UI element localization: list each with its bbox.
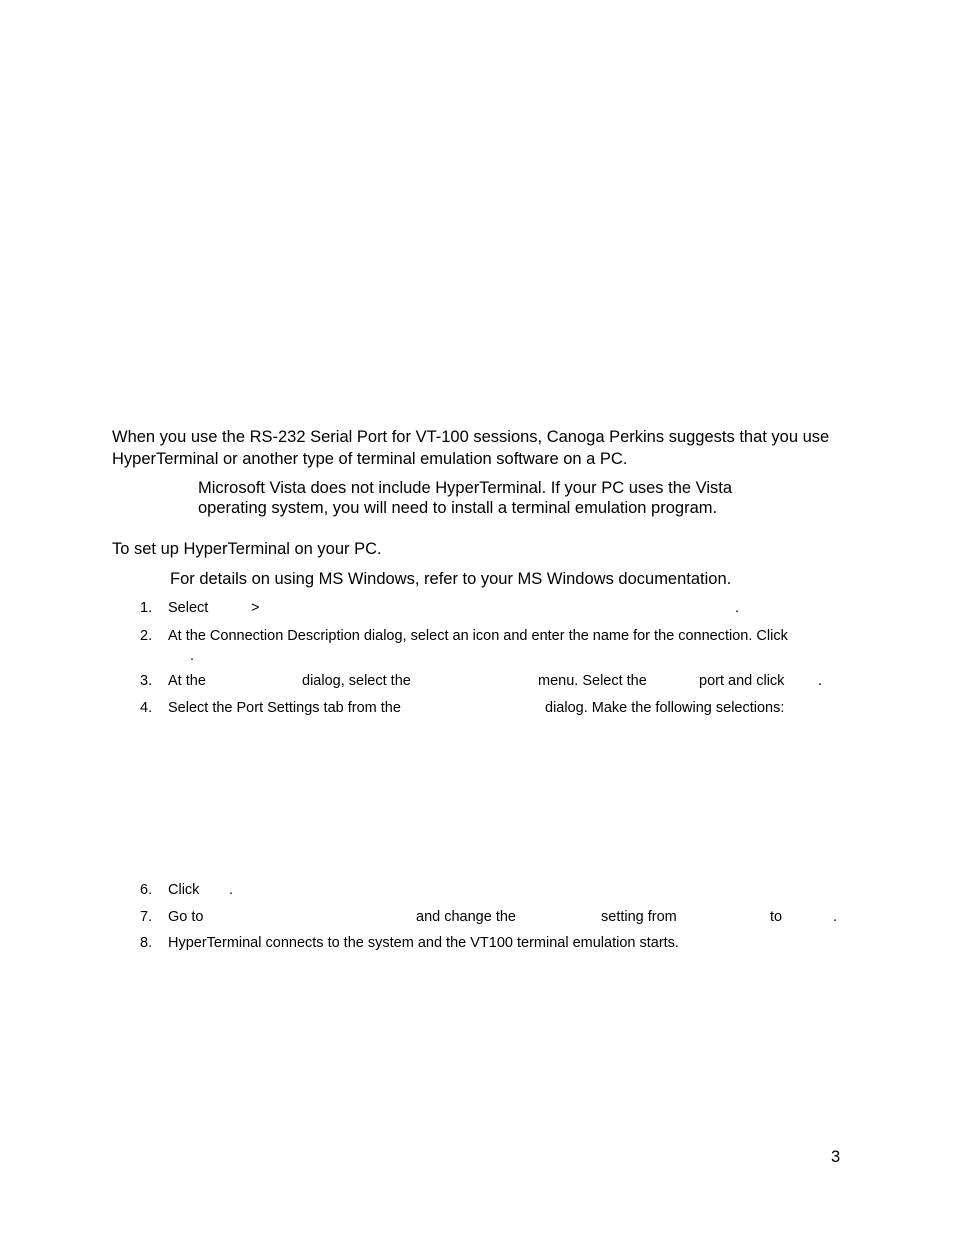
step-number: 6. <box>140 882 153 898</box>
step-text: Click <box>168 882 200 898</box>
step-text: Go to <box>168 909 204 925</box>
step-number: 2. <box>140 628 153 644</box>
step-text: Select <box>168 600 209 616</box>
step-text: HyperTerminal connects to the system and the VT100 terminal emulation starts. <box>168 935 679 951</box>
intro-paragraph: When you use the RS-232 Serial Port for VT-100 sessions, Canoga Perkins suggests that you use HyperTerminal or another type of terminal emulation software on a PC. <box>112 428 830 468</box>
setup-heading: To set up HyperTerminal on your PC. <box>112 540 382 558</box>
page-number: 3 <box>831 1148 841 1166</box>
step-text: . <box>190 648 195 664</box>
windows-tip: For details on using MS Windows, refer to your MS Windows documentation. <box>170 570 732 588</box>
step-text: and change the <box>416 909 516 925</box>
step-text: At the Connection Description dialog, select an icon and enter the name for the connection. Click <box>168 628 788 644</box>
step-text: . <box>833 909 838 925</box>
step-number: 1. <box>140 600 153 616</box>
vista-note: Microsoft Vista does not include HyperTerminal. If your PC uses the Vista operating system, you will need to install a terminal emulation program. <box>198 479 733 517</box>
step-text: . <box>229 882 234 898</box>
step-number: 8. <box>140 935 153 951</box>
step-number: 7. <box>140 909 153 925</box>
step-text: menu. Select the <box>538 673 647 689</box>
step-number: 4. <box>140 700 153 716</box>
step-text: dialog. Make the following selections: <box>545 700 785 716</box>
step-text: At the <box>168 673 206 689</box>
step-text: dialog, select the <box>302 673 411 689</box>
step-text: . <box>818 673 823 689</box>
step-text: . <box>735 600 740 616</box>
step-text: to <box>770 909 783 925</box>
step-number: 3. <box>140 673 153 689</box>
step-text: port and click <box>699 673 785 689</box>
step-text: Select the Port Settings tab from the <box>168 700 401 716</box>
step-text: setting from <box>601 909 677 925</box>
step-text: > <box>251 600 260 616</box>
